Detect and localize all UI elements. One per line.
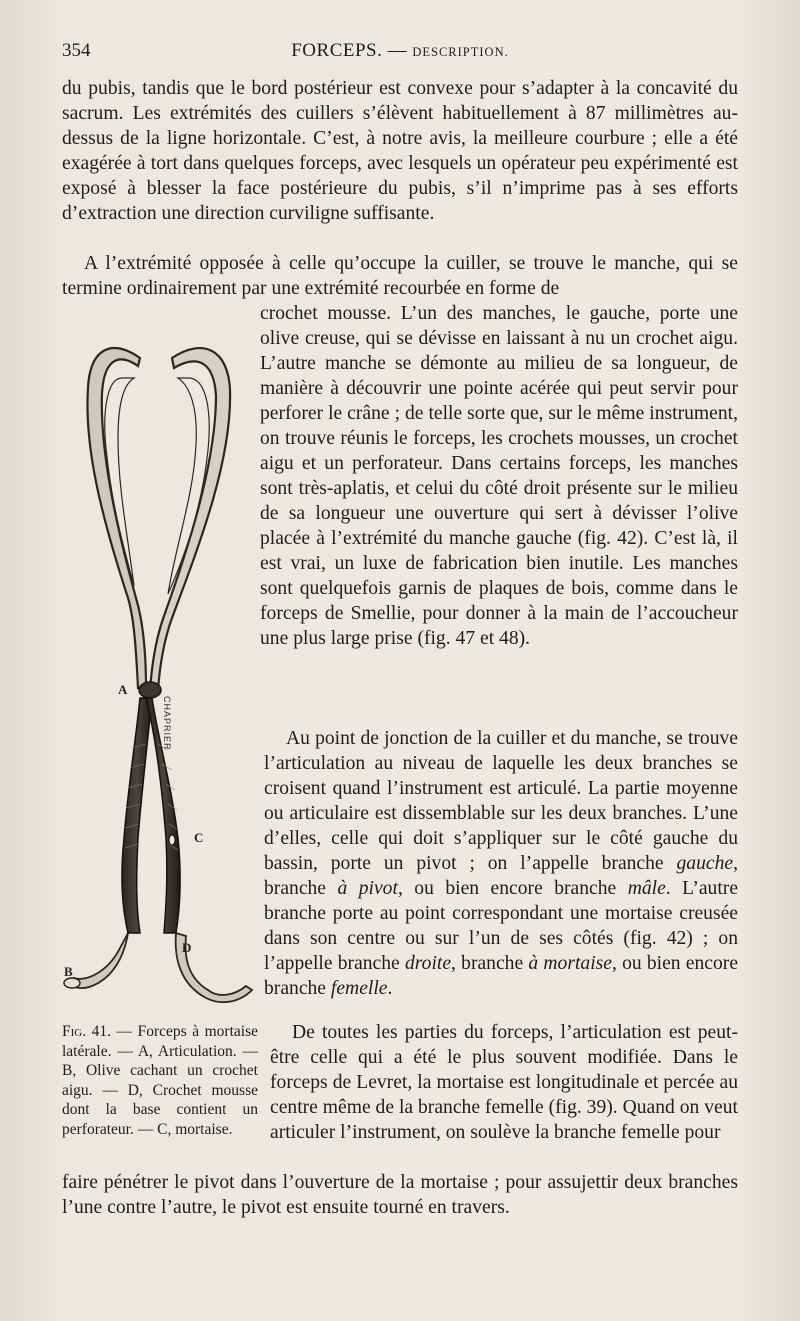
p3-em-femelle: femelle xyxy=(330,978,388,999)
p3-em-gauche: gauche xyxy=(676,853,734,874)
paragraph-1-text: du pubis, tandis que le bord postérieur est convexe pour s’adapter à la concavité du sacrum. Les extrémités des cuillers s’élèvent habituellement à 87 millimètres au-dessus de la ligne horizontale. C’est, à notre avis, la meilleure courbure ; elle a été exagérée à tort dans quelques forceps, avec lesquels un opérateur peu expérimenté est exposé à blesser la face postérieure du pubis, s’il n’imprime pas à ses efforts d’extraction une direction curviligne suffisante. xyxy=(62,78,738,224)
p3-em-a-pivot: à pivot xyxy=(337,878,398,899)
engraver-signature: CHAPRIER xyxy=(162,696,172,751)
label-a: A xyxy=(118,682,128,697)
running-title-main: FORCEPS. xyxy=(291,40,383,61)
p3-part-a: Au point de jonction de la cuiller et du manche, se trouve l’articulation au niveau de laquelle les deux branches se croisent quand l’instrument est articulé. La partie moyenne ou articulaire est dissemblable sur les deux branches. L’une d’elles, celle qui doit s’appliquer sur le côté gauche du bassin, porte un pivot ; on l’appelle branche xyxy=(264,728,738,874)
paragraph-5 xyxy=(62,1170,738,1220)
page-number: 354 xyxy=(62,40,91,61)
p3-part-d: . L’autre branche porte au point correspondant une mortaise creusée dans son centre ou sur l’un de ses côtés (fig. 42) ; on l’appelle branche xyxy=(264,878,739,974)
running-title xyxy=(62,40,738,62)
paragraph-2-lead xyxy=(62,251,738,301)
p3-em-male: mâle xyxy=(627,878,666,899)
paragraph-2-lead-text: A l’extrémité opposée à celle qu’occupe la cuiller, se trouve le manche, qui se termine ordinairement par une extrémité recourbée en forme de xyxy=(62,253,738,299)
label-d: D xyxy=(182,940,192,955)
p3-part-c: , ou bien encore branche xyxy=(397,878,628,899)
p3-part-b: , branche xyxy=(264,853,738,899)
caption-figure-number: Fig. 41. xyxy=(62,1023,112,1040)
running-title-separator: — xyxy=(382,40,413,61)
paragraph-3 xyxy=(264,726,738,1001)
figure-caption xyxy=(62,1022,258,1139)
mortise-hole xyxy=(169,835,175,845)
running-title-sub: DESCRIPTION. xyxy=(412,45,509,59)
left-handle xyxy=(122,698,152,933)
caption-text: — Forceps à mortaise latérale. — A, Articulation. — B, Olive cachant un crochet aigu. — D, Crochet mousse dont la base contient un perforateur. — C, mortaise. xyxy=(62,1023,258,1138)
p3-part-g: . xyxy=(387,978,393,999)
paragraph-4 xyxy=(270,1020,738,1145)
label-b: B xyxy=(64,964,73,979)
paragraph-2-rest-text: crochet mousse. L’un des manches, le gauche, porte une olive creuse, qui se dévisse en laissant à nu un crochet aigu. L’autre manche se démonte au milieu de sa longueur, de manière à découvrir une pointe acérée qui peut servir pour perforer le crâne ; de telle sorte que, sur le même instrument, on trouve réunis le forceps, les crochets mousses, un crochet aigu et un perforateur. Dans certains forceps, les manches sont très-aplatis, et celui du côté droit présente sur le milieu de sa longueur une ouverture qui sert à dévisser l’olive placée à l’extrémité du manche gauche (fig. 42). C’est là, il est vrai, un luxe de fabrication bien inutile. Les manches sont quelquefois garnis de plaques de bois, comme dans le forceps de Smellie, pour donner à la main de l’accoucheur une plus large prise (fig. 47 et 48). xyxy=(260,303,738,649)
forceps-drawing xyxy=(62,318,258,1018)
paragraph-3-text xyxy=(264,726,738,1001)
label-c: C xyxy=(194,830,204,845)
p3-part-f: , ou bien encore branche xyxy=(264,953,739,999)
p3-part-e: , branche xyxy=(451,953,529,974)
running-header xyxy=(62,40,738,66)
p3-em-a-mortaise: à mortaise xyxy=(528,953,612,974)
forceps-illustration xyxy=(62,318,258,1018)
articulation-lock xyxy=(139,682,161,698)
paragraph-2-continuation xyxy=(260,301,738,651)
paragraph-5-text: faire pénétrer le pivot dans l’ouverture de la mortaise ; pour assujettir deux branches l’une contre l’autre, le pivot est ensuite tourné en travers. xyxy=(62,1172,738,1218)
p3-em-droite: droite xyxy=(404,953,452,974)
paragraph-4-text: De toutes les parties du forceps, l’articulation est peut-être celle qui a été le plus souvent modifiée. Dans le forceps de Levret, la mortaise est longitudinale et percée au centre même de la branche femelle (fig. 39). Quand on veut articuler l’instrument, on soulève la branche femelle pour xyxy=(270,1022,738,1143)
paragraph-1 xyxy=(62,76,738,226)
